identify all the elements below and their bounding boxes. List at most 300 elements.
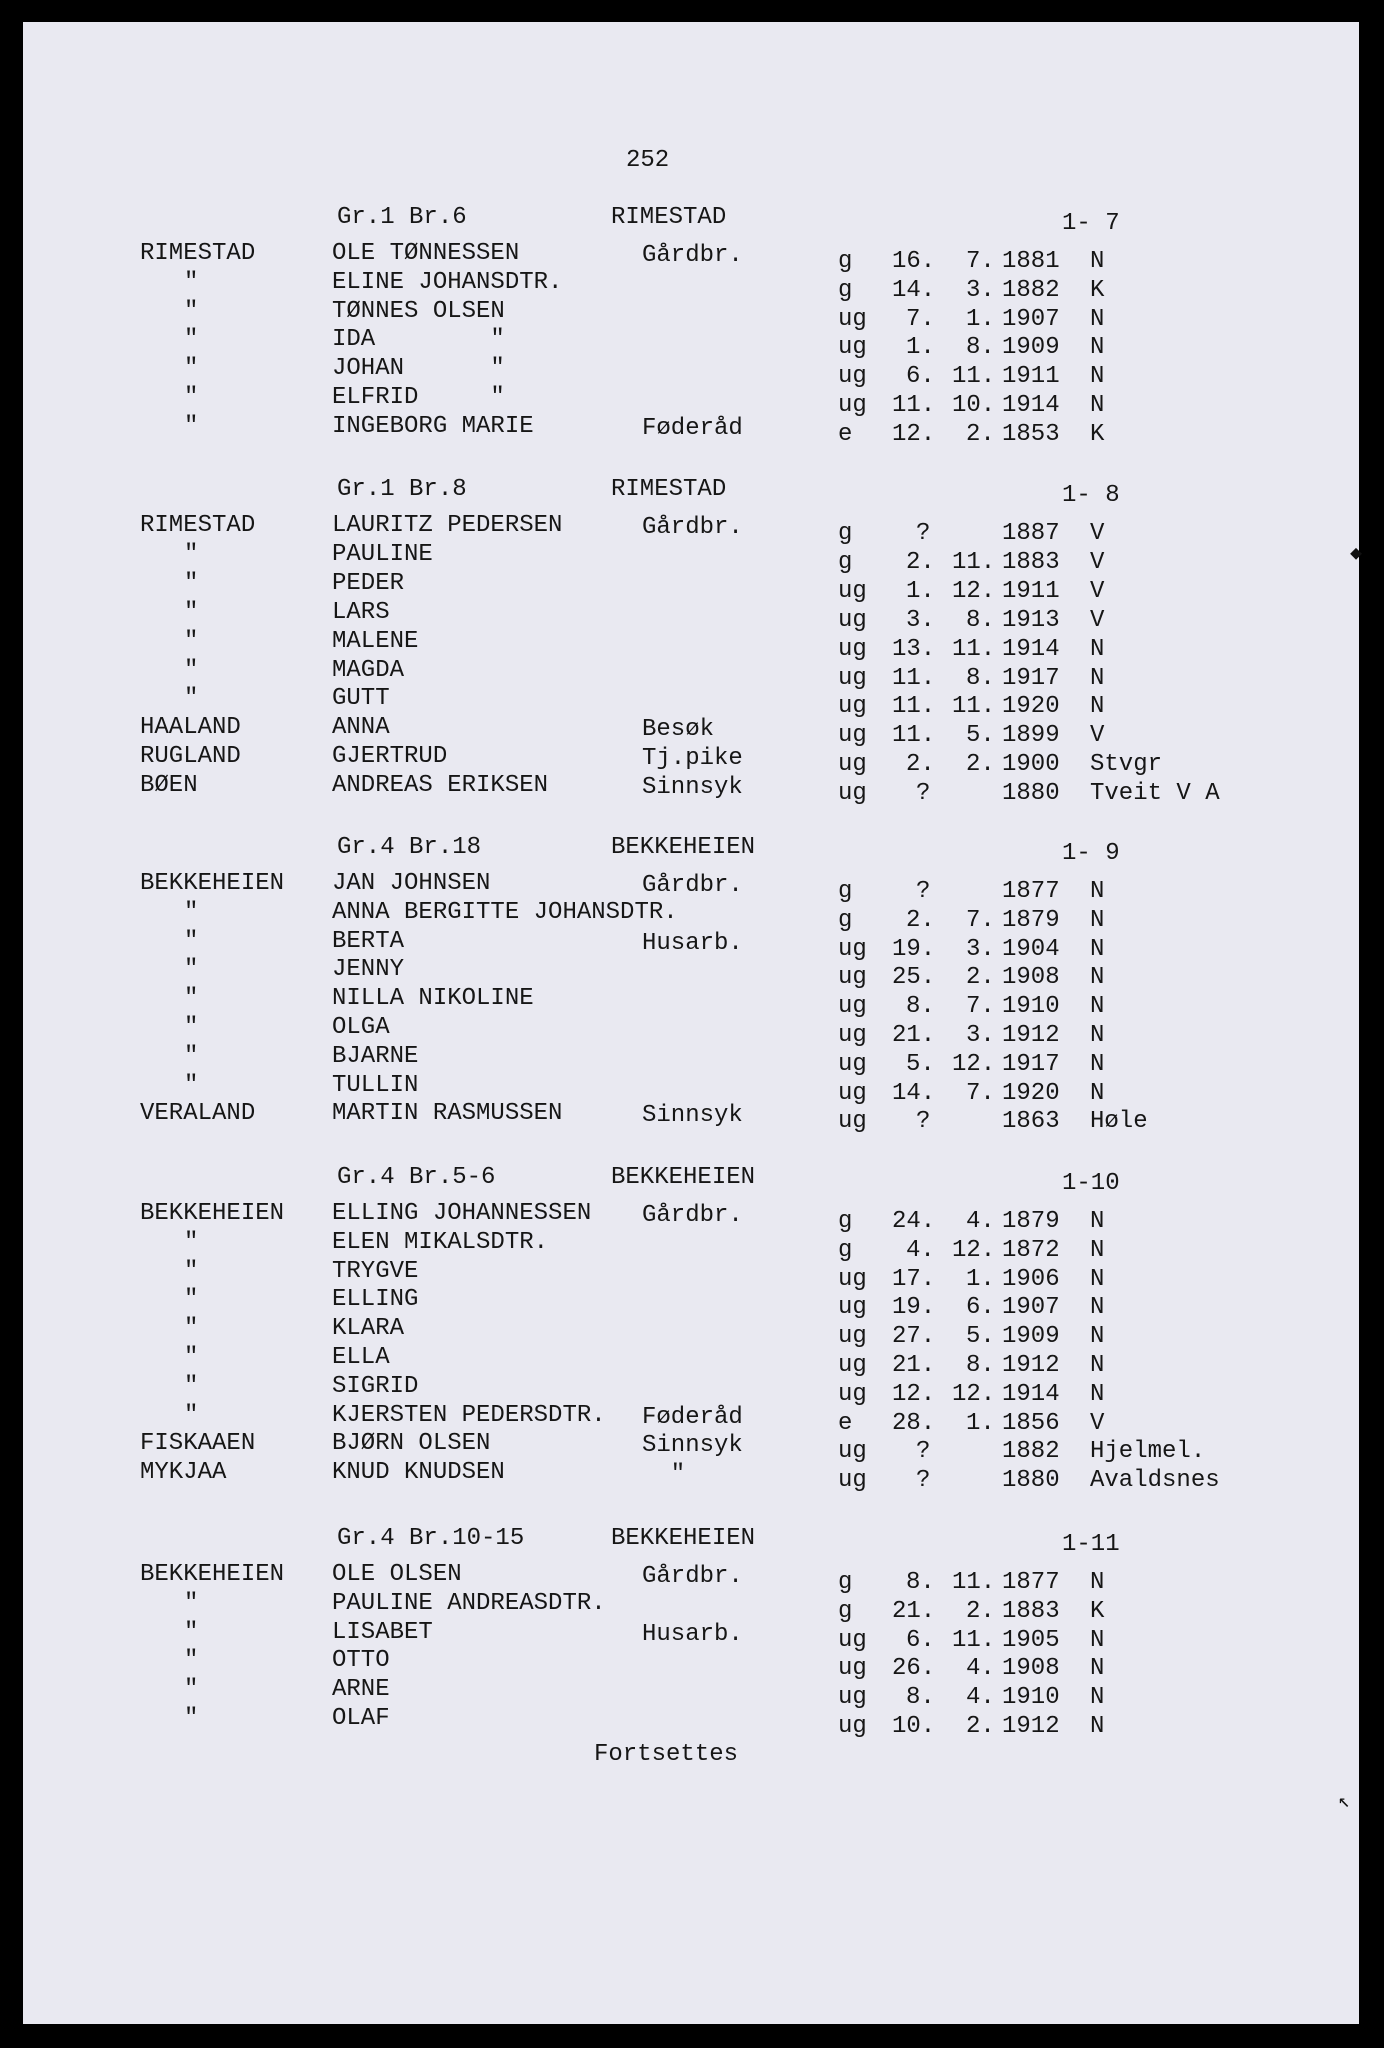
row-birth-month: 7. xyxy=(966,248,995,275)
row-birth-month: 11. xyxy=(952,693,996,721)
row-person-name: GUTT xyxy=(332,685,390,713)
row-birth-year: 1900 xyxy=(1002,751,1060,779)
row-birth-day: 16. xyxy=(892,248,936,275)
row-birth-month: 11. xyxy=(952,1569,996,1596)
row-birth-day: 5. xyxy=(906,1050,935,1078)
row-place: " xyxy=(184,685,199,713)
row-birth-year: 1907 xyxy=(1002,1294,1060,1322)
row-place: " xyxy=(184,1315,199,1343)
group-farm-name: BEKKEHEIEN xyxy=(611,1164,756,1191)
row-birth-month: 7. xyxy=(966,906,995,934)
row-birthplace: N xyxy=(1090,1236,1105,1264)
row-birth-day: 14. xyxy=(892,276,936,304)
row-birth-year: 1904 xyxy=(1002,935,1060,963)
row-place: VERALAND xyxy=(140,1100,256,1128)
row-place: FISKAAEN xyxy=(140,1430,256,1458)
row-marital-status: ug xyxy=(838,664,867,692)
group-register: Gr.1 Br.8 xyxy=(337,476,467,503)
row-birth-year: 1856 xyxy=(1002,1409,1060,1437)
row-person-name: OLE TØNNESSEN xyxy=(332,240,520,267)
row-person-name: OLGA xyxy=(332,1014,390,1041)
row-birth-year: 1911 xyxy=(1002,577,1060,605)
row-birth-month: 7. xyxy=(966,993,995,1021)
row-person-name: KNUD KNUDSEN xyxy=(332,1459,505,1487)
row-person-name: MAGDA xyxy=(332,656,405,684)
row-role: Gårdbr. xyxy=(642,1202,743,1229)
row-birthplace: N xyxy=(1090,935,1105,963)
row-place: " xyxy=(184,1257,199,1285)
row-birth-year: 1910 xyxy=(1002,1684,1060,1712)
group-code: 1-11 xyxy=(1062,1531,1120,1558)
row-birth-year: 1908 xyxy=(1002,1655,1060,1683)
row-marital-status: ug xyxy=(838,1684,867,1712)
row-role: " xyxy=(642,1461,686,1489)
row-birth-day: 28. xyxy=(892,1409,936,1437)
row-person-name: PAULINE xyxy=(332,540,433,568)
row-place: " xyxy=(184,1228,199,1256)
row-role: Føderåd xyxy=(642,414,743,442)
row-place: " xyxy=(184,326,199,354)
row-birth-day: 25. xyxy=(892,964,936,992)
row-person-name: PAULINE ANDREASDTR. xyxy=(332,1589,606,1617)
row-place: BØEN xyxy=(140,772,198,800)
row-birth-month: 5. xyxy=(966,1323,995,1351)
row-birth-year: 1877 xyxy=(1002,1569,1060,1596)
group-code: 1- 9 xyxy=(1062,840,1120,867)
group-register: Gr.4 Br.10-15 xyxy=(337,1525,525,1552)
row-role: Gårdbr. xyxy=(642,242,743,269)
row-person-name: BJARNE xyxy=(332,1042,419,1070)
group-register: Gr.1 Br.6 xyxy=(337,204,467,231)
row-person-name: ELLA xyxy=(332,1344,390,1371)
row-place: RIMESTAD xyxy=(140,240,256,267)
row-birth-month: 1. xyxy=(966,305,995,333)
row-birth-year: 1910 xyxy=(1002,993,1060,1021)
row-birth-day: 7. xyxy=(906,305,935,333)
row-marital-status: ug xyxy=(838,1467,867,1495)
row-person-name: JOHAN " xyxy=(332,355,505,383)
row-marital-status: ug xyxy=(838,722,867,750)
row-birthplace: V xyxy=(1090,577,1105,605)
row-marital-status: ug xyxy=(838,1022,867,1049)
row-birthplace: V xyxy=(1090,548,1105,576)
row-birth-month: 12. xyxy=(952,1380,996,1408)
row-place: " xyxy=(184,1647,199,1675)
row-birthplace: N xyxy=(1090,693,1105,721)
row-birth-month: 4. xyxy=(966,1684,995,1712)
row-birthplace: Tveit V A xyxy=(1090,780,1220,808)
row-person-name: ELLING JOHANNESSEN xyxy=(332,1200,592,1227)
row-birth-month: 1. xyxy=(966,1409,995,1437)
row-birthplace: K xyxy=(1090,276,1105,304)
row-birthplace: N xyxy=(1090,363,1105,391)
row-birth-day: 1. xyxy=(906,577,935,605)
row-birthplace: Stvgr xyxy=(1090,751,1163,779)
row-marital-status: ug xyxy=(838,751,867,779)
row-person-name: ANNA BERGITTE JOHANSDTR. xyxy=(332,898,678,926)
row-birthplace: V xyxy=(1090,520,1105,547)
scan-mark-arrow-icon: ↖ xyxy=(1338,1791,1351,1814)
row-person-name: KJERSTEN PEDERSDTR. xyxy=(332,1401,606,1429)
row-birth-year: 1883 xyxy=(1002,548,1060,576)
row-marital-status: ug xyxy=(838,1380,867,1408)
row-marital-status: g xyxy=(838,1236,853,1264)
row-place: " xyxy=(184,569,199,597)
group-code: 1-10 xyxy=(1062,1170,1120,1197)
row-place: " xyxy=(184,268,199,296)
row-birth-month: 2. xyxy=(966,751,995,779)
document-page xyxy=(23,22,1359,2024)
row-birthplace: N xyxy=(1090,248,1105,275)
row-marital-status: ug xyxy=(838,1323,867,1351)
row-birth-day: 2. xyxy=(906,548,935,576)
row-marital-status: g xyxy=(838,248,853,275)
row-birth-day: 12. xyxy=(892,1380,936,1408)
row-place: " xyxy=(184,1705,199,1732)
row-birth-day: 19. xyxy=(892,935,936,963)
row-birth-year: 1872 xyxy=(1002,1236,1060,1264)
row-birthplace: K xyxy=(1090,420,1105,448)
group-code: 1- 7 xyxy=(1062,210,1120,237)
row-birth-month: 1. xyxy=(966,1265,995,1293)
row-place: " xyxy=(184,627,199,655)
row-role: Husarb. xyxy=(642,1620,743,1648)
row-place: " xyxy=(184,1014,199,1041)
row-birthplace: V xyxy=(1090,722,1105,750)
row-person-name: PEDER xyxy=(332,569,405,597)
row-person-name: BERTA xyxy=(332,927,405,955)
row-marital-status: g xyxy=(838,1597,853,1625)
row-birth-day: 21. xyxy=(892,1022,936,1049)
row-place: " xyxy=(184,1071,199,1099)
row-birth-month: 8. xyxy=(966,664,995,692)
row-birth-month: 2. xyxy=(966,420,995,448)
row-birthplace: N xyxy=(1090,1380,1105,1408)
row-birthplace: N xyxy=(1090,1208,1105,1235)
row-birth-month: 12. xyxy=(952,1050,996,1078)
row-birth-month: 3. xyxy=(966,935,995,963)
row-person-name: NILLA NIKOLINE xyxy=(332,985,534,1013)
row-place: BEKKEHEIEN xyxy=(140,870,285,897)
row-birth-day: 6. xyxy=(906,363,935,391)
row-marital-status: g xyxy=(838,906,853,934)
row-birth-year: 1908 xyxy=(1002,964,1060,992)
row-birth-year: 1906 xyxy=(1002,1265,1060,1293)
row-place: " xyxy=(184,540,199,568)
row-birth-year: 1879 xyxy=(1002,906,1060,934)
row-birth-day: 17. xyxy=(892,1265,936,1293)
row-place: " xyxy=(184,1618,199,1646)
group-register: Gr.4 Br.18 xyxy=(337,834,482,861)
row-birth-year: 1914 xyxy=(1002,392,1060,419)
row-birthplace: N xyxy=(1090,1626,1105,1654)
row-birth-day: 13. xyxy=(892,635,936,663)
row-birthplace: N xyxy=(1090,1079,1105,1107)
row-birth-year: 1887 xyxy=(1002,520,1060,547)
group-farm-name: BEKKEHEIEN xyxy=(611,834,756,861)
row-marital-status: ug xyxy=(838,693,867,721)
row-person-name: ELINE JOHANSDTR. xyxy=(332,268,563,296)
row-place: " xyxy=(184,956,199,984)
row-marital-status: g xyxy=(838,1569,853,1596)
row-birth-day: 8. xyxy=(906,993,935,1021)
row-birth-day: ? xyxy=(916,780,931,808)
row-birth-day: 14. xyxy=(892,1079,936,1107)
row-birth-month: 4. xyxy=(966,1655,995,1683)
row-birthplace: Avaldsnes xyxy=(1090,1467,1220,1495)
row-birth-year: 1863 xyxy=(1002,1108,1060,1136)
row-birth-year: 1881 xyxy=(1002,248,1060,275)
row-birth-year: 1913 xyxy=(1002,606,1060,634)
continued-note: Fortsettes xyxy=(594,1741,739,1768)
row-birth-year: 1920 xyxy=(1002,1079,1060,1107)
row-person-name: ELFRID " xyxy=(332,384,505,411)
row-birth-month: 2. xyxy=(966,964,995,992)
row-birth-day: 1. xyxy=(906,334,935,362)
row-person-name: LAURITZ PEDERSEN xyxy=(332,512,563,539)
row-birthplace: N xyxy=(1090,635,1105,663)
row-marital-status: g xyxy=(838,878,853,905)
row-place: " xyxy=(184,1042,199,1070)
row-role: Føderåd xyxy=(642,1403,743,1431)
row-person-name: ANNA xyxy=(332,714,390,742)
row-birth-year: 1912 xyxy=(1002,1352,1060,1379)
row-person-name: LISABET xyxy=(332,1618,433,1646)
row-birth-day: ? xyxy=(916,1108,931,1136)
row-marital-status: e xyxy=(838,1409,853,1437)
row-birthplace: N xyxy=(1090,305,1105,333)
row-birth-day: ? xyxy=(916,520,931,547)
row-birth-day: ? xyxy=(916,878,931,905)
row-place: " xyxy=(184,1589,199,1617)
row-birth-month: 10. xyxy=(952,392,996,419)
row-birth-year: 1909 xyxy=(1002,1323,1060,1351)
row-birth-month: 5. xyxy=(966,722,995,750)
row-birth-year: 1879 xyxy=(1002,1208,1060,1235)
row-person-name: OTTO xyxy=(332,1647,390,1675)
row-place: " xyxy=(184,412,199,440)
row-role: Sinnsyk xyxy=(642,1432,743,1460)
row-marital-status: ug xyxy=(838,1626,867,1654)
row-marital-status: ug xyxy=(838,635,867,663)
group-farm-name: RIMESTAD xyxy=(611,204,727,231)
row-birthplace: N xyxy=(1090,906,1105,934)
row-birth-month: 11. xyxy=(952,363,996,391)
row-place: RIMESTAD xyxy=(140,512,256,539)
row-marital-status: g xyxy=(838,276,853,304)
row-place: BEKKEHEIEN xyxy=(140,1561,285,1588)
row-birth-year: 1880 xyxy=(1002,780,1060,808)
group-register: Gr.4 Br.5-6 xyxy=(337,1164,496,1191)
row-birth-month: 7. xyxy=(966,1079,995,1107)
row-marital-status: ug xyxy=(838,1079,867,1107)
row-person-name: TRYGVE xyxy=(332,1257,419,1285)
row-birthplace: V xyxy=(1090,606,1105,634)
row-birthplace: Høle xyxy=(1090,1108,1148,1136)
row-birthplace: N xyxy=(1090,1294,1105,1322)
row-place: " xyxy=(184,355,199,383)
row-marital-status: ug xyxy=(838,993,867,1021)
row-birthplace: N xyxy=(1090,993,1105,1021)
row-birth-day: 2. xyxy=(906,751,935,779)
row-role: Husarb. xyxy=(642,929,743,957)
row-person-name: MALENE xyxy=(332,627,419,655)
row-person-name: ARNE xyxy=(332,1676,390,1704)
row-marital-status: e xyxy=(838,420,853,448)
row-place: " xyxy=(184,656,199,684)
row-birth-day: 11. xyxy=(892,392,936,419)
row-birthplace: N xyxy=(1090,664,1105,692)
row-birth-year: 1912 xyxy=(1002,1713,1060,1740)
row-birth-year: 1909 xyxy=(1002,334,1060,362)
row-place: " xyxy=(184,1676,199,1704)
row-marital-status: ug xyxy=(838,577,867,605)
row-person-name: BJØRN OLSEN xyxy=(332,1430,491,1458)
row-birthplace: N xyxy=(1090,1684,1105,1712)
row-birth-day: 2. xyxy=(906,906,935,934)
row-birth-month: 3. xyxy=(966,276,995,304)
group-code: 1- 8 xyxy=(1062,482,1120,509)
row-role: Besøk xyxy=(642,716,715,744)
row-person-name: OLAF xyxy=(332,1705,390,1732)
row-birthplace: N xyxy=(1090,1265,1105,1293)
row-birth-day: 8. xyxy=(906,1684,935,1712)
row-person-name: JENNY xyxy=(332,956,405,984)
row-birth-day: 11. xyxy=(892,693,936,721)
row-birth-year: 1911 xyxy=(1002,363,1060,391)
row-person-name: JAN JOHNSEN xyxy=(332,870,491,897)
row-marital-status: ug xyxy=(838,392,867,419)
row-birthplace: N xyxy=(1090,1713,1105,1740)
row-birthplace: N xyxy=(1090,1050,1105,1078)
row-person-name: KLARA xyxy=(332,1315,405,1343)
row-birth-year: 1912 xyxy=(1002,1022,1060,1049)
row-birth-year: 1905 xyxy=(1002,1626,1060,1654)
row-place: " xyxy=(184,297,199,325)
row-birth-year: 1883 xyxy=(1002,1597,1060,1625)
row-birth-month: 11. xyxy=(952,635,996,663)
row-place: BEKKEHEIEN xyxy=(140,1200,285,1227)
row-person-name: GJERTRUD xyxy=(332,743,448,771)
group-farm-name: RIMESTAD xyxy=(611,476,727,503)
row-person-name: ELEN MIKALSDTR. xyxy=(332,1228,549,1256)
row-birth-day: 21. xyxy=(892,1352,936,1379)
row-marital-status: ug xyxy=(838,1655,867,1683)
row-person-name: INGEBORG MARIE xyxy=(332,412,534,440)
group-farm-name: BEKKEHEIEN xyxy=(611,1525,756,1552)
row-place: " xyxy=(184,898,199,926)
row-birth-year: 1914 xyxy=(1002,1380,1060,1408)
row-person-name: MARTIN RASMUSSEN xyxy=(332,1100,563,1128)
row-birth-month: 4. xyxy=(966,1208,995,1235)
row-role: Sinnsyk xyxy=(642,774,743,802)
row-birth-year: 1917 xyxy=(1002,664,1060,692)
row-marital-status: ug xyxy=(838,606,867,634)
row-birth-day: 3. xyxy=(906,606,935,634)
row-person-name: ELLING xyxy=(332,1286,419,1314)
row-person-name: OLE OLSEN xyxy=(332,1561,462,1588)
row-marital-status: ug xyxy=(838,1438,867,1466)
row-birth-year: 1880 xyxy=(1002,1467,1060,1495)
row-place: " xyxy=(184,598,199,626)
row-place: " xyxy=(184,1344,199,1371)
row-birth-day: ? xyxy=(916,1467,931,1495)
row-role: Gårdbr. xyxy=(642,514,743,541)
row-birth-day: 24. xyxy=(892,1208,936,1235)
row-birth-month: 2. xyxy=(966,1597,995,1625)
row-birth-year: 1853 xyxy=(1002,420,1060,448)
row-role: Tj.pike xyxy=(642,745,743,773)
row-birthplace: N xyxy=(1090,1655,1105,1683)
row-marital-status: g xyxy=(838,548,853,576)
row-person-name: SIGRID xyxy=(332,1372,419,1400)
row-marital-status: ug xyxy=(838,334,867,362)
row-birth-year: 1917 xyxy=(1002,1050,1060,1078)
row-birth-day: 26. xyxy=(892,1655,936,1683)
row-birth-year: 1877 xyxy=(1002,878,1060,905)
row-birth-day: 11. xyxy=(892,722,936,750)
row-place: " xyxy=(184,1286,199,1314)
row-marital-status: ug xyxy=(838,935,867,963)
row-marital-status: g xyxy=(838,1208,853,1235)
row-birthplace: N xyxy=(1090,878,1105,905)
row-place: MYKJAA xyxy=(140,1459,227,1487)
row-birthplace: N xyxy=(1090,1569,1105,1596)
row-place: " xyxy=(184,1401,199,1429)
row-birth-month: 8. xyxy=(966,334,995,362)
row-birth-day: 12. xyxy=(892,420,936,448)
row-birth-day: 27. xyxy=(892,1323,936,1351)
row-place: " xyxy=(184,985,199,1013)
row-marital-status: ug xyxy=(838,1265,867,1293)
row-birth-year: 1914 xyxy=(1002,635,1060,663)
page-number: 252 xyxy=(626,147,670,174)
row-role: Gårdbr. xyxy=(642,1563,743,1590)
row-birthplace: V xyxy=(1090,1409,1105,1437)
row-birth-day: 21. xyxy=(892,1597,936,1625)
row-birth-year: 1907 xyxy=(1002,305,1060,333)
row-person-name: LARS xyxy=(332,598,390,626)
row-place: " xyxy=(184,1372,199,1400)
row-birth-month: 12. xyxy=(952,577,996,605)
row-marital-status: ug xyxy=(838,1050,867,1078)
row-birth-month: 3. xyxy=(966,1022,995,1049)
row-marital-status: ug xyxy=(838,305,867,333)
row-birthplace: N xyxy=(1090,334,1105,362)
row-birth-month: 2. xyxy=(966,1713,995,1740)
scan-mark-arrow-icon: ◆ xyxy=(1350,543,1363,566)
row-birth-month: 11. xyxy=(952,548,996,576)
row-birth-month: 11. xyxy=(952,1626,996,1654)
row-marital-status: ug xyxy=(838,964,867,992)
row-marital-status: ug xyxy=(838,1352,867,1379)
row-place: " xyxy=(184,927,199,955)
row-person-name: ANDREAS ERIKSEN xyxy=(332,772,549,800)
row-birthplace: N xyxy=(1090,392,1105,419)
row-birthplace: K xyxy=(1090,1597,1105,1625)
row-marital-status: ug xyxy=(838,780,867,808)
row-place: RUGLAND xyxy=(140,743,241,771)
row-birth-month: 8. xyxy=(966,606,995,634)
row-place: " xyxy=(184,384,199,411)
row-marital-status: ug xyxy=(838,1294,867,1322)
row-birthplace: N xyxy=(1090,964,1105,992)
row-birth-year: 1882 xyxy=(1002,276,1060,304)
row-person-name: IDA " xyxy=(332,326,505,354)
row-birth-day: 4. xyxy=(906,1236,935,1264)
row-marital-status: ug xyxy=(838,1108,867,1136)
row-marital-status: g xyxy=(838,520,853,547)
